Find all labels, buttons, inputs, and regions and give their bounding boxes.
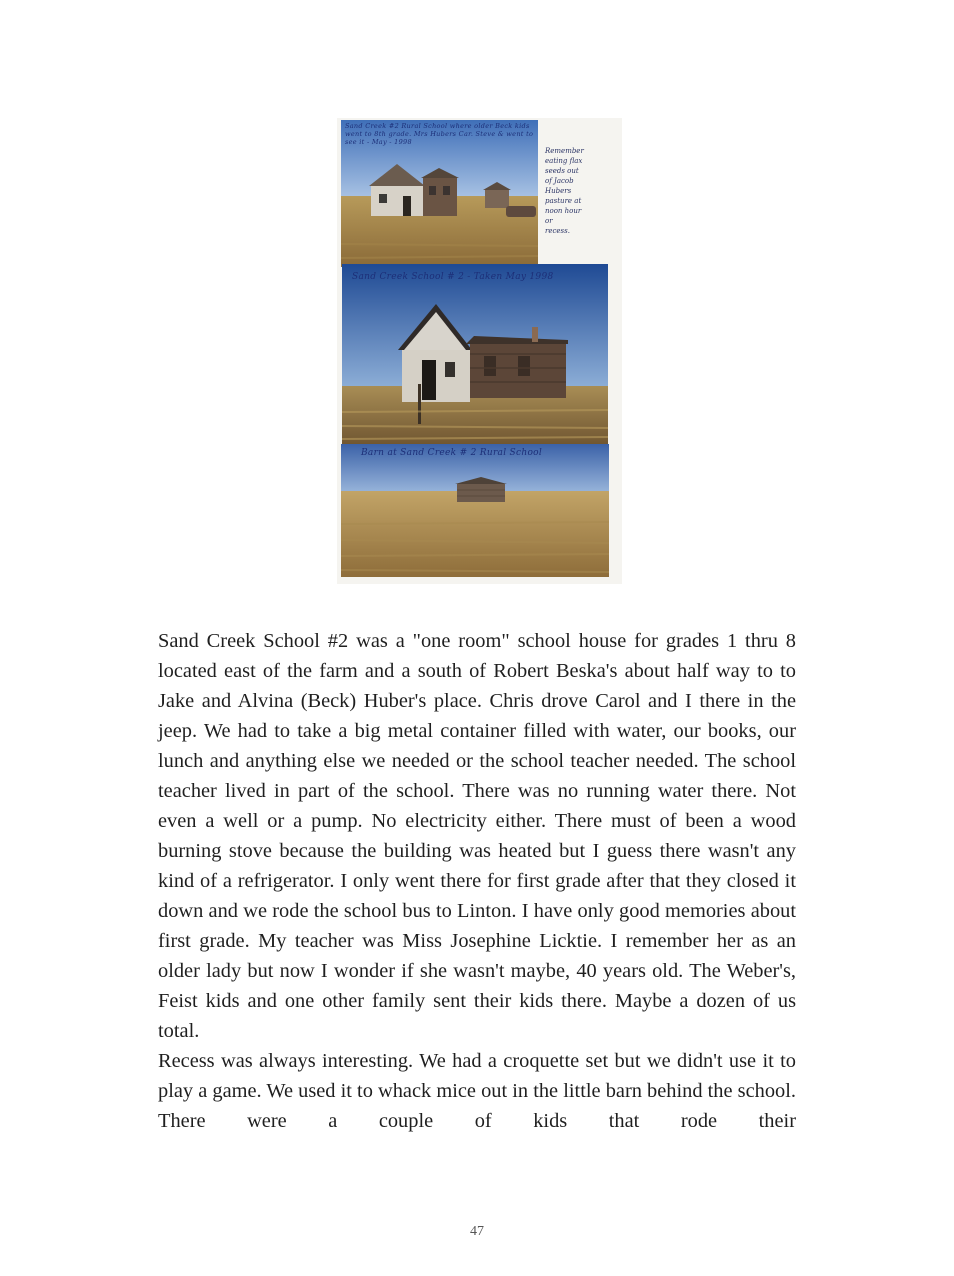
photo-school-distant <box>341 120 538 267</box>
handwritten-note <box>545 146 617 236</box>
note-line: pasture at <box>545 197 582 205</box>
note-line: recess. <box>545 227 570 235</box>
note-line: of Jacob <box>545 177 574 185</box>
paragraph: Recess was always interesting. We had a croquette set but we didn't use it to play a game. We used it to whack mice out in the little barn behind the school. There were a couple of kids that rode their <box>158 1050 796 1132</box>
note-line: Hubers <box>545 187 572 195</box>
paragraph: Sand Creek School #2 was a "one room" school house for grades 1 thru 8 located east of the farm and a south of Robert Beska's about half way to to Jake and Alvina (Beck) Huber's place. Chris drove Carol and I there in the jeep. We had to take a big metal container filled with water, our books, our lunch and anything else we needed or the school teacher needed. The school teacher lived in part of the school. There was no running water there. Not even a well or a pump. No electricity either. There must of been a wood burning stove because the building was heated but I guess there wasn't any kind of a refrigerator. I only went there for first grade after that they closed it down and we rode the school bus to Linton. I have only good memories about first grade. My teacher was Miss Josephine Licktie. I remember her as an older lady but now I wonder if she wasn't maybe, 40 years old. The Weber's, Feist kids and one other family sent their kids there. Maybe a dozen of us total. <box>158 630 796 1042</box>
note-line: Remember <box>545 147 584 155</box>
note-line: or <box>545 217 553 225</box>
photo-caption: Sand Creek #2 Rural School where older Beck kids went to 8th grade. Mrs Hubers Car. Steve & went to see it - May - 1998 <box>345 122 534 146</box>
photo-caption: Barn at Sand Creek # 2 Rural School <box>361 448 543 458</box>
note-line: eating flax <box>545 157 583 165</box>
photo-barn <box>341 444 609 577</box>
photo-caption: Sand Creek School # 2 - Taken May 1998 <box>352 272 554 282</box>
note-line: noon hour <box>545 207 582 215</box>
note-line: seeds out <box>545 167 579 175</box>
body-text <box>158 626 796 1136</box>
page-number: 47 <box>470 1224 484 1239</box>
photo-collage <box>337 118 622 584</box>
photo-school-closeup <box>342 264 608 447</box>
